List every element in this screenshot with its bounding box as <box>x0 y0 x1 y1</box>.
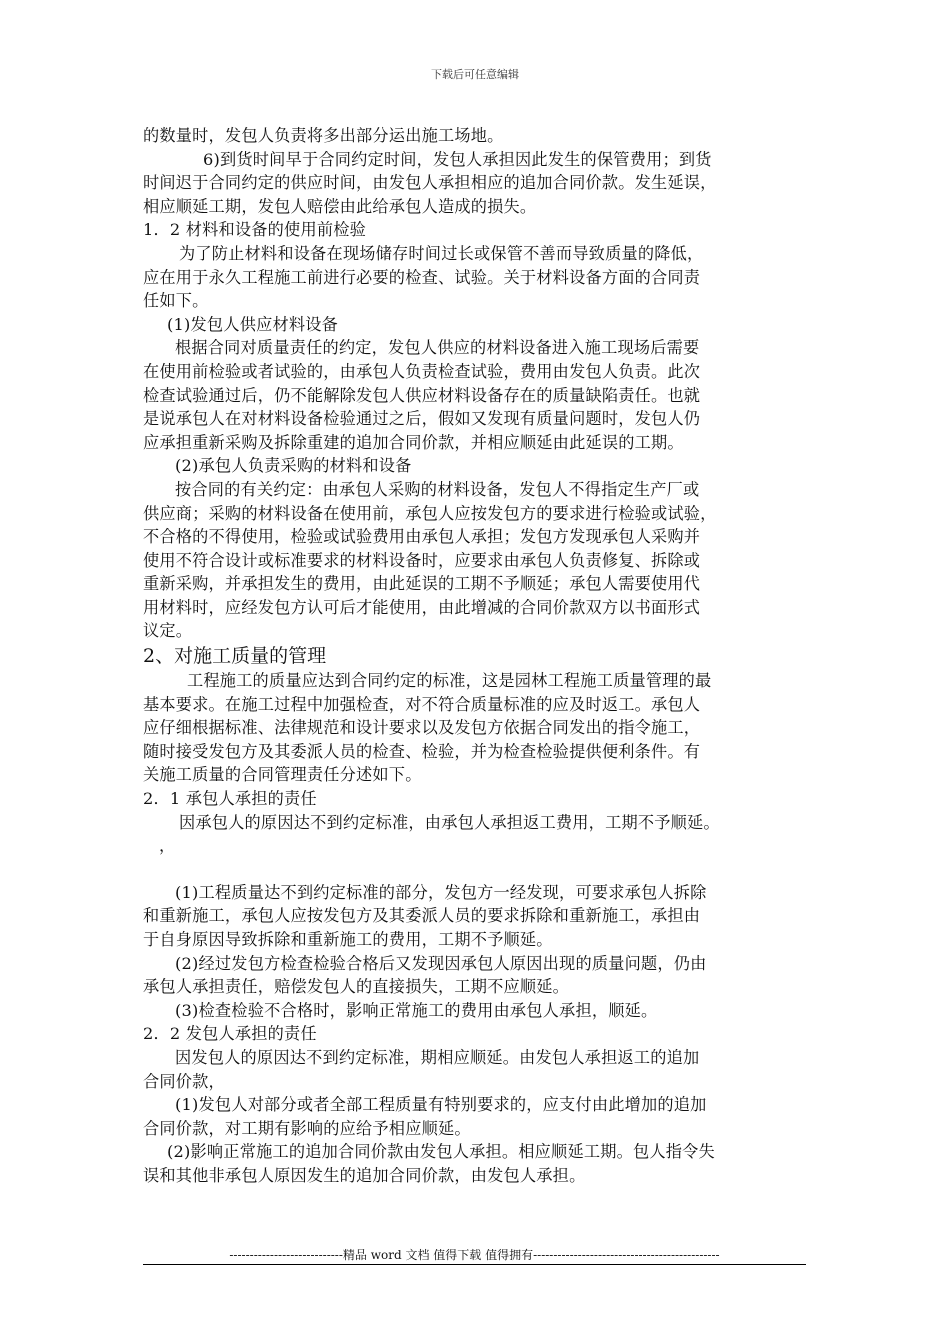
text-line: 关施工质量的合同管理责任分述如下。 <box>143 765 422 785</box>
text-line: 供应商；采购的材料设备在使用前，承包人应按发包方的要求进行检验或试验， <box>143 503 717 523</box>
text-line: 和重新施工，承包人应按发包方及其委派人员的要求拆除和重新施工，承担由 <box>143 906 701 926</box>
text-line: 合同价款， <box>143 1071 225 1091</box>
text-line: 按合同的有关约定：由承包人采购的材料设备，发包人不得指定生产厂或 <box>175 479 700 499</box>
text-line: 2．2 发包人承担的责任 <box>143 1024 317 1044</box>
text-line: 于自身原因导致拆除和重新施工的费用，工期不予顺延。 <box>143 930 553 949</box>
text-line: 使用不符合设计或标准要求的材料设备时，应要求由承包人负责修复、拆除或 <box>143 550 701 570</box>
text-line: (2)承包人负责采购的材料和设备 <box>175 456 412 476</box>
text-line: 时间迟于合同约定的供应时间，由发包人承担相应的追加合同价款。发生延误， <box>143 173 717 193</box>
text-line: 重新采购，并承担发生的费用，由此延误的工期不予顺延；承包人需要使用代 <box>143 574 701 594</box>
text-line: 1．2 材料和设备的使用前检验 <box>143 220 366 240</box>
text-line: 应在用于永久工程施工前进行必要的检查、试验。关于材料设备方面的合同责 <box>143 267 701 287</box>
text-line: 2．1 承包人承担的责任 <box>143 789 317 809</box>
text-line: 因承包人的原因达不到约定标准，由承包人承担返工费用，工期不予顺延。 <box>179 812 720 832</box>
text-line: ， <box>159 836 176 856</box>
text-line: 的数量时，发包人负责将多出部分运出施工场地。 <box>143 126 504 145</box>
text-line: 在使用前检验或者试验的，由承包人负责检查试验，费用由发包人负责。此次 <box>143 361 701 381</box>
text-line: 基本要求。在施工过程中加强检查，对不符合质量标准的应及时返工。承包人 <box>143 694 701 714</box>
text-line: (3)检查检验不合格时，影响正常施工的费用由承包人承担，顺延。 <box>175 1000 658 1020</box>
text-line: 任如下。 <box>143 291 209 311</box>
text-line: 6)到货时间早于合同约定时间，发包人承担因此发生的保管费用；到货 <box>203 149 712 169</box>
text-line: 误和其他非承包人原因发生的追加合同价款，由发包人承担。 <box>143 1165 586 1185</box>
text-line: 工程施工的质量应达到合同约定的标准，这是园林工程施工质量管理的最 <box>187 671 712 691</box>
section-1-text <box>143 124 811 643</box>
text-line: (2)经过发包方检查检验合格后又发现因承包人原因出现的质量问题，仍由 <box>175 953 707 973</box>
text-line: (2)影响正常施工的追加合同价款由发包人承担。相应顺延工期。包人指令失 <box>167 1142 715 1162</box>
text-line: 为了防止材料和设备在现场储存时间过长或保管不善而导致质量的降低， <box>179 243 704 263</box>
text-line: 不合格的不得使用，检验或试验费用由承包人承担；发包方发现承包人采购并 <box>143 527 701 547</box>
text-line: 应承担重新采购及拆除重建的追加合同价款，并相应顺延由此延误的工期。 <box>143 432 684 452</box>
text-line <box>143 858 811 881</box>
text-line: 相应顺延工期，发包人赔偿由此给承包人造成的损失。 <box>143 196 537 216</box>
text-line: 因发包人的原因达不到约定标准，期相应顺延。由发包人承担返工的追加 <box>175 1047 700 1067</box>
text-line: (1)发包人对部分或者全部工程质量有特别要求的，应支付由此增加的追加 <box>175 1095 707 1115</box>
text-line: 根据合同对质量责任的约定，发包人供应的材料设备进入施工现场后需要 <box>175 338 700 358</box>
text-line: 议定。 <box>143 621 193 641</box>
section-2-heading: 2、对施工质量的管理 <box>143 645 327 668</box>
text-line: (1)发包人供应材料设备 <box>167 314 339 334</box>
text-line: 随时接受发包方及其委派人员的检查、检验，并为检查检验提供便利条件。有 <box>143 741 701 761</box>
text-line: 合同价款，对工期有影响的应给予相应顺延。 <box>143 1118 471 1138</box>
page-header: 下载后可任意编辑 <box>431 68 519 81</box>
section-2-text <box>143 669 811 1187</box>
text-line: 应仔细根据标准、法律规范和设计要求以及发包方依据合同发出的指令施工， <box>143 718 701 738</box>
text-line: 承包人承担责任，赔偿发包人的直接损失，工期不应顺延。 <box>143 977 570 997</box>
text-line: 检查试验通过后，仍不能解除发包人供应材料设备存在的质量缺陷责任。也就 <box>143 385 701 405</box>
text-line: (1)工程质量达不到约定标准的部分，发包方一经发现，可要求承包人拆除 <box>175 882 707 902</box>
page-footer: ----------------------------精品 word 文档 值得下载 值得拥有---------------------------------------------- <box>229 1248 720 1262</box>
text-line: 是说承包人在对材料设备检验通过之后，假如又发现有质量问题时，发包人仍 <box>143 409 701 429</box>
document-body <box>143 124 811 1188</box>
footer-rule <box>143 1264 806 1265</box>
text-line: 用材料时，应经发包方认可后才能使用，由此增减的合同价款双方以书面形式 <box>143 597 701 617</box>
